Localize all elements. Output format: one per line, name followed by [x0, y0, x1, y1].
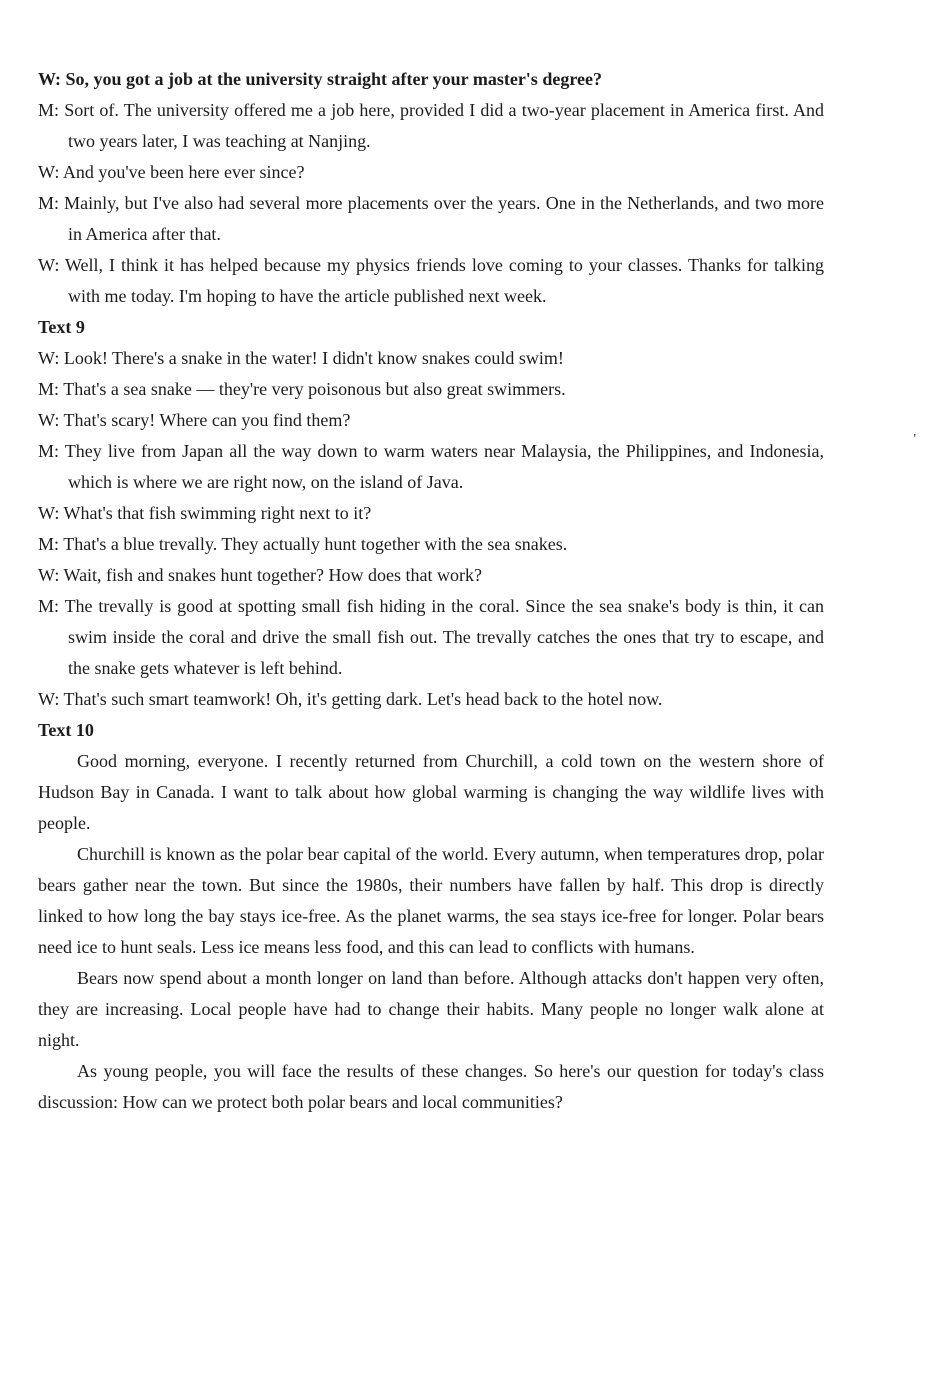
- dialog-line: [38, 157, 824, 188]
- dialog-text: And you've been here ever since?: [62, 162, 305, 182]
- dialog-line: [38, 374, 824, 405]
- dialog-line: [38, 343, 824, 374]
- dialog-line: [38, 95, 824, 157]
- dialog-line: [38, 560, 824, 591]
- paragraph: As young people, you will face the results of these changes. So here's our question for today's class discussion: How can we protect both polar bears and local communities?: [38, 1061, 824, 1112]
- dialog-line: [38, 64, 824, 95]
- dialog-text: So, you got a job at the university straight after your master's degree?: [65, 69, 602, 89]
- speaker-label: M:: [38, 100, 60, 120]
- speaker-label: W:: [38, 69, 62, 89]
- dialog-line: [38, 405, 824, 436]
- dialog-line: [38, 684, 824, 715]
- dialog-text: They live from Japan all the way down to warm waters near Malaysia, the Philippines, and Indonesia, which is where we are right now, on the island of Java.: [64, 441, 824, 492]
- section-heading: Text 10: [38, 720, 94, 740]
- dialog-text: Well, I think it has helped because my physics friends love coming to your classes. Thanks for talking with me today. I'm hoping to have the article published next week.: [65, 255, 824, 306]
- dialog-text: That's a sea snake — they're very poisonous but also great swimmers.: [63, 379, 566, 399]
- dialog-text: Sort of. The university offered me a job here, provided I did a two-year placement in America first. And two years later, I was teaching at Nanjing.: [64, 100, 825, 151]
- text9-section: [38, 312, 824, 715]
- speaker-label: W:: [38, 503, 60, 523]
- section-heading: Text 9: [38, 317, 85, 337]
- dialog-line: [38, 498, 824, 529]
- dialog-text: Look! There's a snake in the water! I didn't know snakes could swim!: [63, 348, 564, 368]
- speaker-label: M:: [38, 534, 60, 554]
- dialog-text: That's a blue trevally. They actually hunt together with the sea snakes.: [63, 534, 568, 554]
- dialog-text: Wait, fish and snakes hunt together? How does that work?: [63, 565, 482, 585]
- dialog-text: Mainly, but I've also had several more placements over the years. One in the Netherlands, and two more in America after that.: [64, 193, 825, 244]
- stray-pen-mark: ': [913, 432, 916, 447]
- dialog-line: [38, 188, 824, 250]
- speaker-label: M:: [38, 441, 60, 461]
- speaker-label: W:: [38, 565, 60, 585]
- transcript-page: [38, 64, 824, 1118]
- paragraph: Bears now spend about a month longer on land than before. Although attacks don't happen very often, they are increasing. Local people have had to change their habits. Many people no longer walk alone at night.: [38, 968, 824, 1050]
- dialog-line: [38, 591, 824, 684]
- speaker-label: W:: [38, 348, 60, 368]
- speaker-label: W:: [38, 162, 60, 182]
- speaker-label: M:: [38, 193, 60, 213]
- speaker-label: M:: [38, 379, 60, 399]
- dialog-text: The trevally is good at spotting small fish hiding in the coral. Since the sea snake's body is thin, it can swim inside the coral and drive the small fish out. The trevally catches the ones that try to escape, and the snake gets whatever is left behind.: [64, 596, 824, 678]
- speaker-label: W:: [38, 255, 60, 275]
- paragraph: Good morning, everyone. I recently returned from Churchill, a cold town on the western shore of Hudson Bay in Canada. I want to talk about how global warming is changing the way wildlife lives with people.: [38, 751, 824, 833]
- text8-dialog: [38, 64, 824, 312]
- dialog-line: [38, 250, 824, 312]
- speaker-label: M:: [38, 596, 60, 616]
- speaker-label: W:: [38, 410, 60, 430]
- dialog-text: That's scary! Where can you find them?: [63, 410, 351, 430]
- dialog-text: What's that fish swimming right next to it?: [63, 503, 372, 523]
- dialog-text: That's such smart teamwork! Oh, it's getting dark. Let's head back to the hotel now.: [63, 689, 663, 709]
- paragraph: Churchill is known as the polar bear capital of the world. Every autumn, when temperatures drop, polar bears gather near the town. But since the 1980s, their numbers have fallen by half. This drop is directly linked to how long the bay stays ice-free. As the planet warms, the sea stays ice-free for longer. Polar bears need ice to hunt seals. Less ice means less food, and this can lead to conflicts with humans.: [38, 844, 824, 957]
- speaker-label: W:: [38, 689, 60, 709]
- text10-section: [38, 715, 824, 1118]
- dialog-line: [38, 436, 824, 498]
- dialog-line: [38, 529, 824, 560]
